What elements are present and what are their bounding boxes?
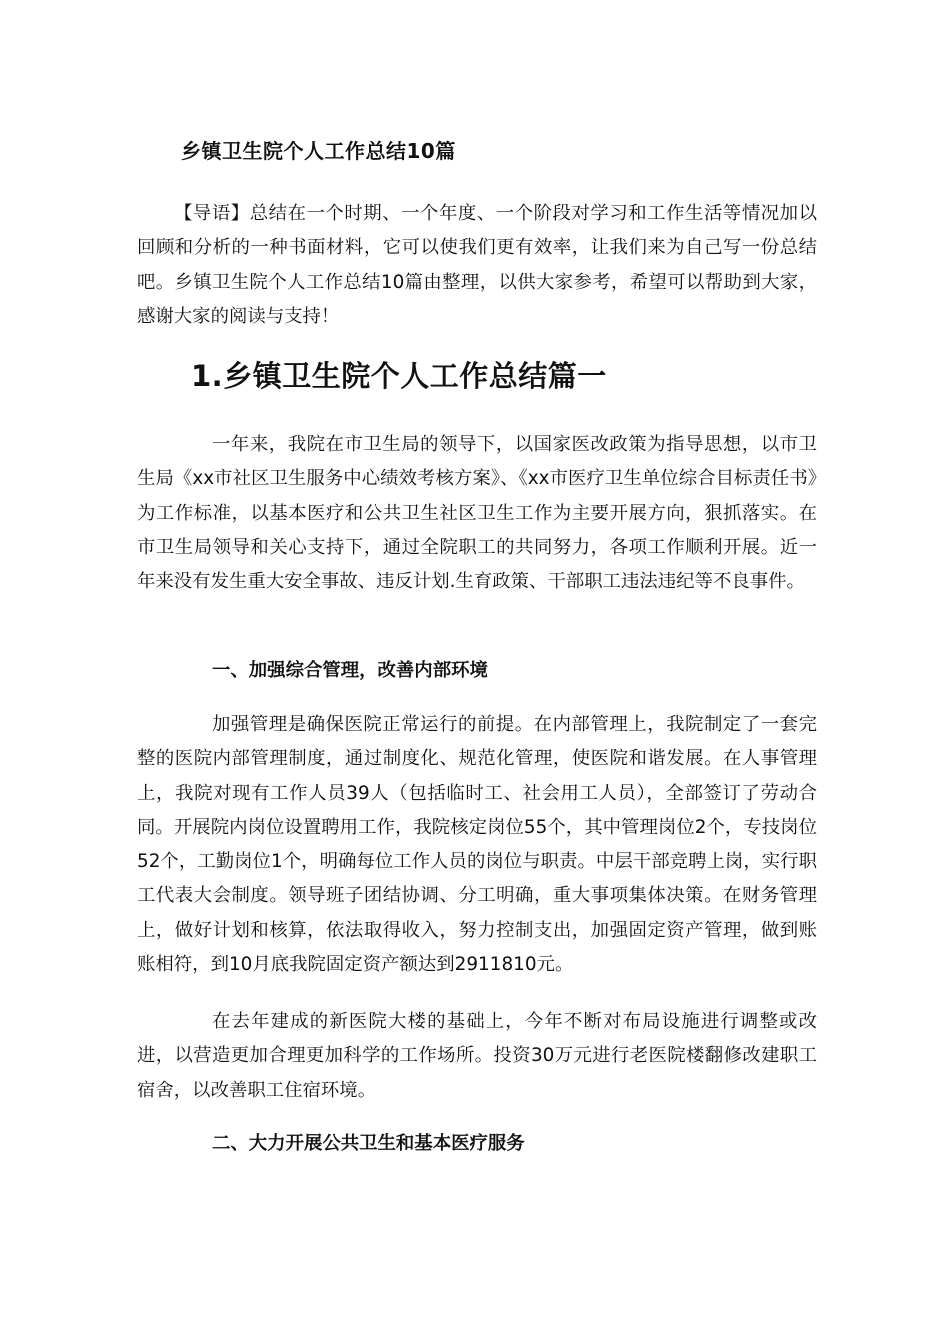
- body-paragraph-1: 一年来，我院在市卫生局的领导下，以国家医改政策为指导思想，以市卫生局《xx市社区卫生服务中心绩效考核方案》、《xx市医疗卫生单位综合目标责任书》为工作标准，以基本医疗和公共卫生社区卫生工作为主要开展方向，狠抓落实。在市卫生局领导和关心支持下，通过全院职工的共同努力，各项工作顺利开展。近一年来没有发生重大安全事故、违反计划.生育政策、干部职工违法违纪等不良事件。: [137, 434, 817, 593]
- intro-paragraph: 【导语】总结在一个时期、一个年度、一个阶段对学习和工作生活等情况加以回顾和分析的一种书面材料，它可以使我们更有效率，让我们来为自己写一份总结吧。乡镇卫生院个人工作总结10篇由整理，以供大家参考，希望可以帮助到大家，感谢大家的阅读与支持！: [137, 203, 817, 327]
- document-title: 乡镇卫生院个人工作总结10篇: [181, 139, 456, 163]
- body-paragraph-3: 在去年建成的新医院大楼的基础上，今年不断对布局设施进行调整或改进，以营造更加合理更加科学的工作场所。投资30万元进行老医院楼翻修改建职工宿舍，以改善职工住宿环境。: [137, 1011, 817, 1101]
- body-paragraph-2: 加强管理是确保医院正常运行的前提。在内部管理上，我院制定了一套完整的医院内部管理制度，通过制度化、规范化管理，使医院和谐发展。在人事管理上，我院对现有工作人员39人（包括临时工、社会用工人员），全部签订了劳动合同。开展院内岗位设置聘用工作，我院核定岗位55个，其中管理岗位2个，专技岗位52个，工勤岗位1个，明确每位工作人员的岗位与职责。中层干部竞聘上岗，实行职工代表大会制度。领导班子团结协调、分工明确，重大事项集体决策。在财务管理上，做好计划和核算，依法取得收入，努力控制支出，加强固定资产管理，做到账账相符，到10月底我院固定资产额达到2911810元。: [137, 714, 817, 976]
- subheading-2: 二、大力开展公共卫生和基本医疗服务: [212, 1133, 525, 1154]
- section-heading-1: 1.乡镇卫生院个人工作总结篇一: [191, 359, 607, 393]
- subheading-1: 一、加强综合管理，改善内部环境: [212, 660, 488, 681]
